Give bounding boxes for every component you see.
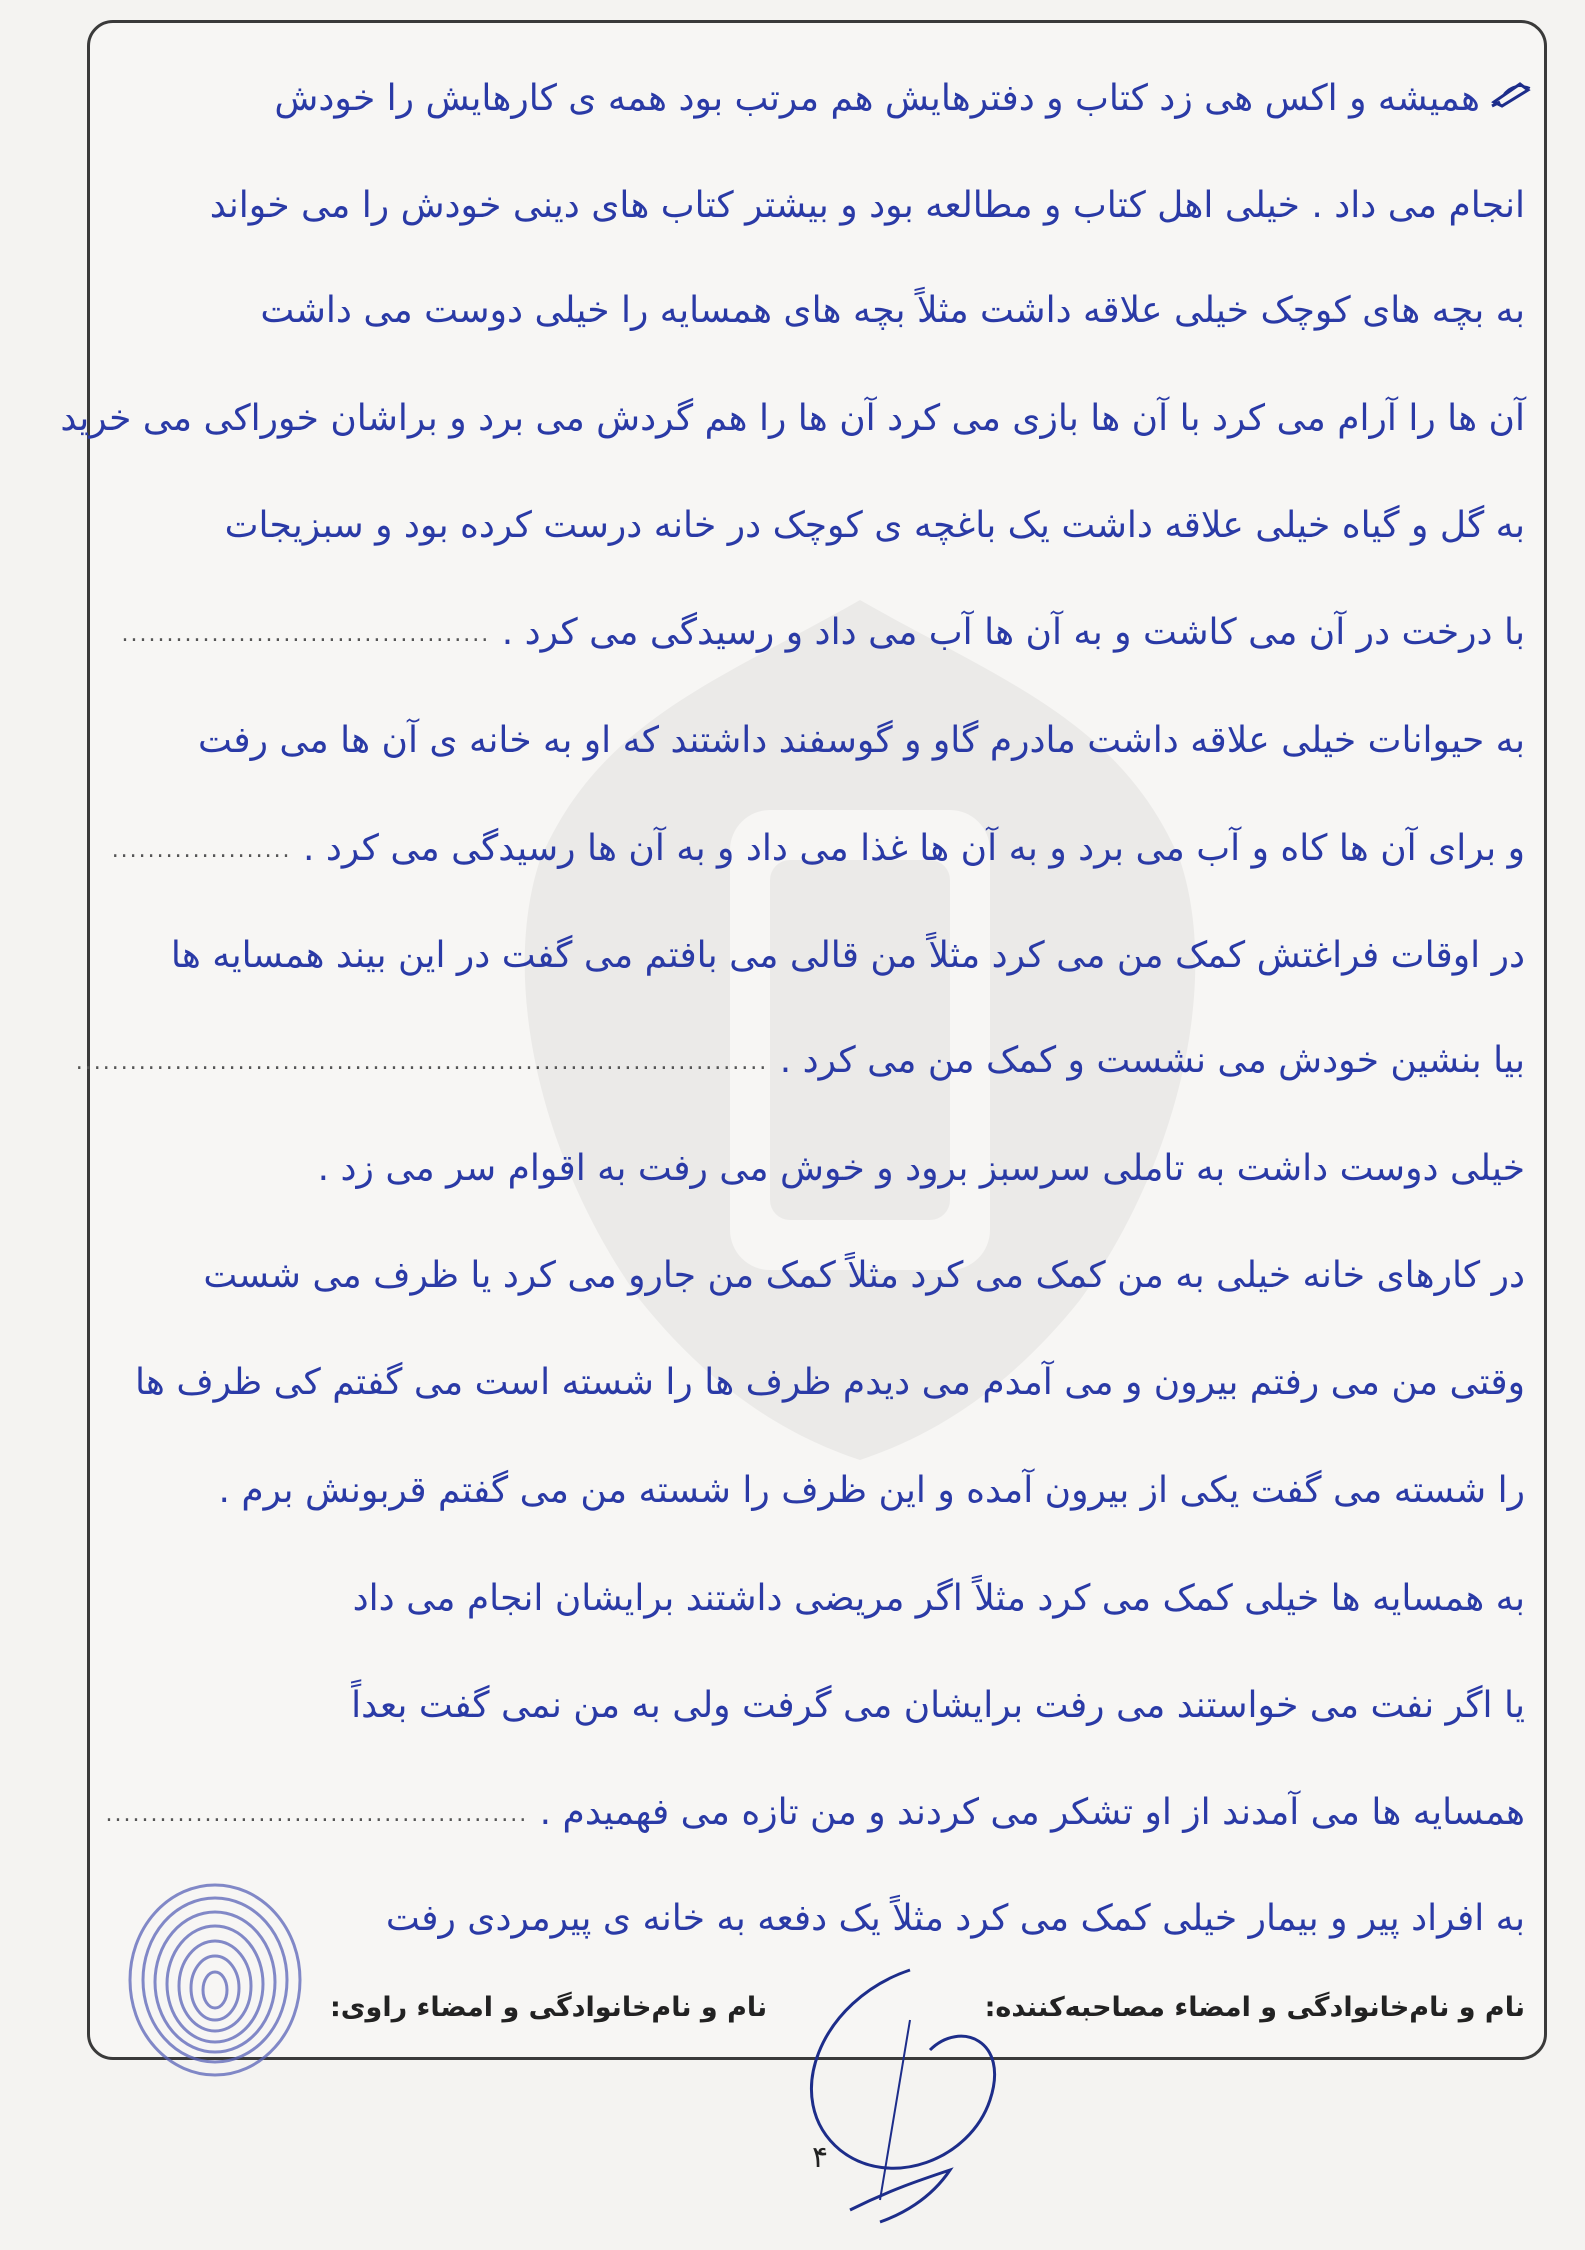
body-line-text: با درخت در آن می کاشت و به آن ها آب می داد و رسیدگی می کرد . xyxy=(501,612,1525,653)
body-line: به گل و گیاه خیلی علاقه داشت یک باغچه ی کوچک در خانه درست کرده بود و سبزیجات xyxy=(224,505,1525,546)
body-line: به بچه های کوچک خیلی علاقه داشت مثلاً بچه های همسایه را خیلی دوست می داشت xyxy=(260,290,1525,331)
body-line: در کارهای خانه خیلی به من کمک می کرد مثلاً کمک من جارو می کرد یا ظرف می شست xyxy=(203,1255,1525,1296)
body-line: در اوقات فراغتش کمک من می کرد مثلاً من قالی می بافتم می گفت در این بیند همسایه ها xyxy=(170,935,1525,976)
body-line-text: و برای آن ها کاه و آب می برد و به آن ها غذا می داد و به آن ها رسیدگی می کرد . xyxy=(303,828,1525,869)
body-line: همیشه و اکس هی زد کتاب و دفترهایش هم مرتب بود همه ی کارهایش را خودش xyxy=(274,78,1480,119)
dotted-rule: ............................................................................. xyxy=(75,1049,769,1075)
dotted-rule: .................... xyxy=(111,837,292,863)
body-line xyxy=(106,1792,1525,1833)
body-line: را شسته می گفت یکی از بیرون آمده و این ظرف را شسته من می گفتم قربونش برم . xyxy=(218,1470,1525,1511)
signature-icon xyxy=(760,1960,1060,2230)
body-line: به همسایه ها خیلی کمک می کرد مثلاً اگر مریضی داشتند برایشان انجام می داد xyxy=(352,1578,1525,1619)
body-line xyxy=(112,828,1525,869)
body-line: وقتی من می رفتم بیرون و می آمدم می دیدم ظرف ها را شسته است می گفتم کی ظرف ها xyxy=(134,1362,1525,1403)
body-line xyxy=(76,1040,1525,1081)
body-line: انجام می داد . خیلی اهل کتاب و مطالعه بود و بیشتر کتاب های دینی خودش را می خواند xyxy=(209,185,1525,226)
fingerprint-icon xyxy=(120,1880,310,2080)
dotted-rule: ......................................... xyxy=(121,621,491,647)
dotted-rule: ............................................... xyxy=(105,1801,529,1827)
body-line: خیلی دوست داشت به تاملی سرسبز برود و خوش می رفت به اقوام سر می زد . xyxy=(317,1148,1525,1189)
page-number: ۴ xyxy=(812,2140,829,2175)
body-line: به افراد پیر و بیمار خیلی کمک می کرد مثلاً یک دفعه به خانه ی پیرمردی رفت xyxy=(385,1898,1525,1939)
body-line: یا اگر نفت می خواستند می رفت برایشان می گرفت ولی به من نمی گفت بعداً xyxy=(351,1685,1525,1726)
body-line xyxy=(122,612,1525,653)
body-line: آن ها را آرام می کرد با آن ها بازی می کرد آن ها را هم گردش می برد و براشان خوراکی می خرید xyxy=(60,398,1525,439)
body-line: به حیوانات خیلی علاقه داشت مادرم گاو و گوسفند داشتند که او به خانه ی آن ها می رفت xyxy=(198,720,1525,761)
interviewer-signature-label: نام و نام‌خانوادگی و امضاء مصاحبه‌کننده: xyxy=(984,1992,1525,2023)
body-line-text: بیا بنشین خودش می نشست و کمک من می کرد . xyxy=(779,1040,1525,1081)
body-line-text: همسایه ها می آمدند از او تشکر می کردند و من تازه می فهمیدم . xyxy=(539,1792,1525,1833)
narrator-signature-label: نام و نام‌خانوادگی و امضاء راوی: xyxy=(330,1992,768,2023)
